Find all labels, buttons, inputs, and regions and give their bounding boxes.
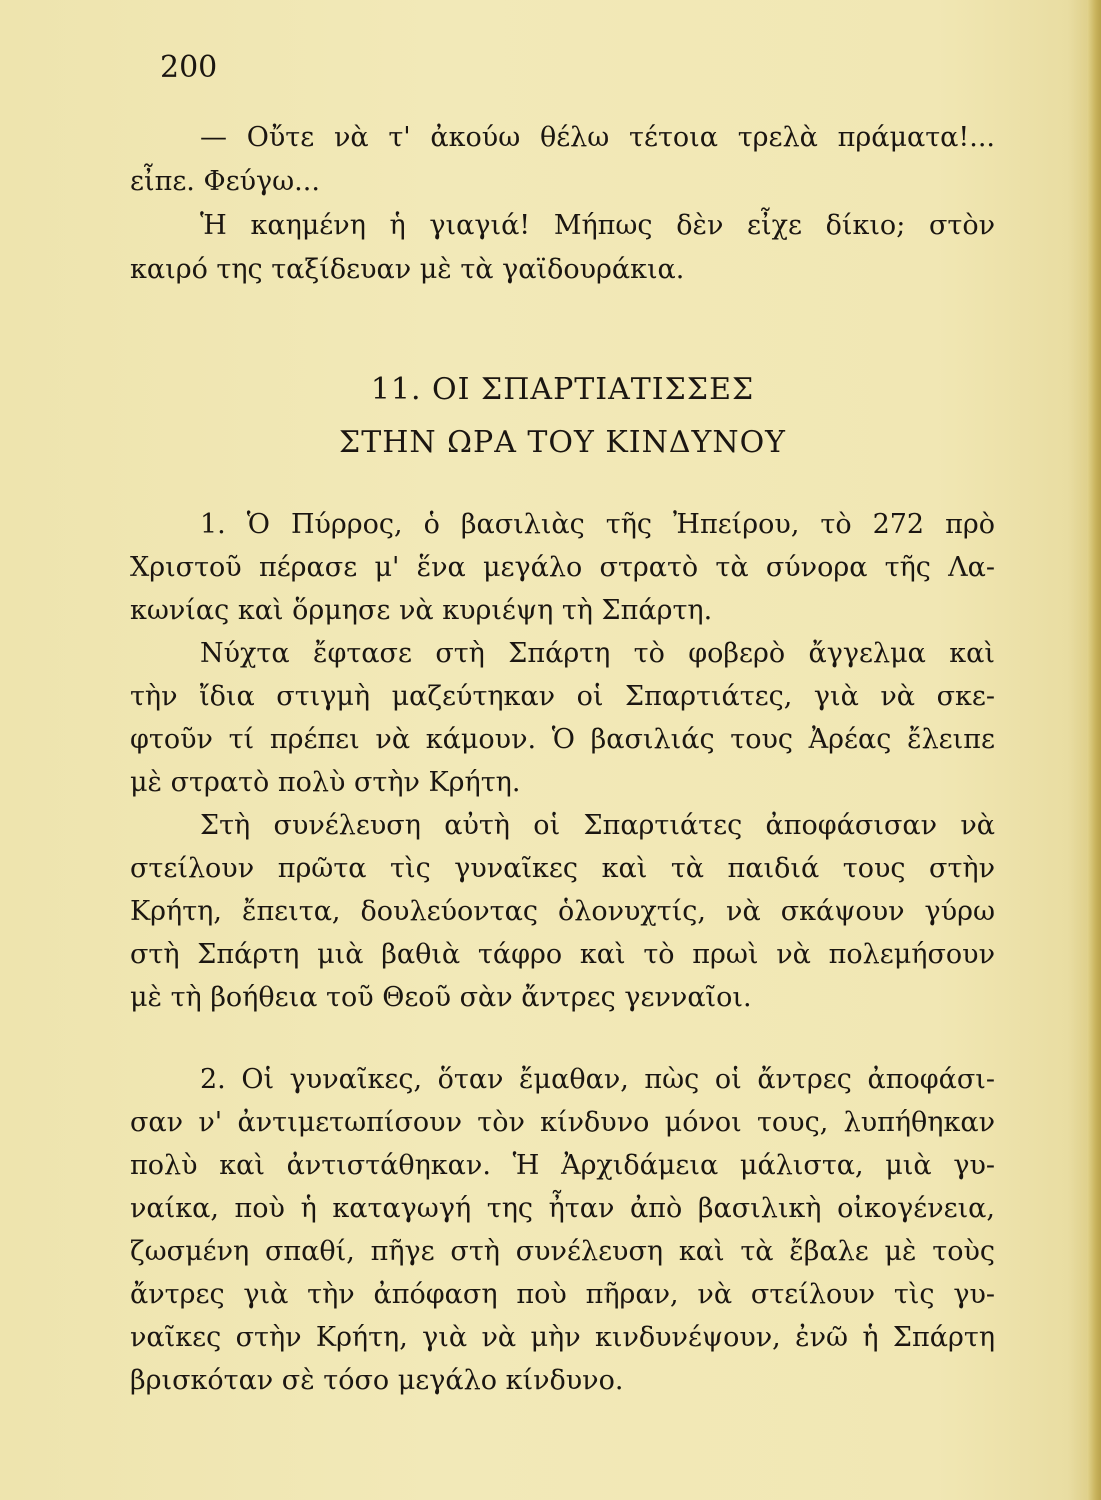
text-line: 2. Οἱ γυναῖκες, ὅταν ἔμαθαν, πὼς οἱ ἄντρες ἀποφάσι- <box>200 1064 995 1095</box>
text-line: μὲ τὴ βοήθεια τοῦ Θεοῦ σὰν ἄντρες γενναῖοι. <box>130 982 752 1013</box>
text-line: στὴ Σπάρτη μιὰ βαθιὰ τάφρο καὶ τὸ πρωὶ νὰ πολεμήσουν <box>130 939 995 970</box>
text-line: Στὴ συνέλευση αὐτὴ οἱ Σπαρτιάτες ἀποφάσισαν νὰ <box>200 810 995 841</box>
text-line: βρισκόταν σὲ τόσο μεγάλο κίνδυνο. <box>130 1365 624 1396</box>
text-line: Ἡ καημένη ἡ γιαγιά! Μήπως δὲν εἶχε δίκιο; στὸν <box>200 210 995 241</box>
text-line: εἶπε. Φεύγω... <box>130 166 320 197</box>
text-line: πολὺ καὶ ἀντιστάθηκαν. Ἡ Ἀρχιδάμεια μάλιστα, μιὰ γυ- <box>130 1150 995 1181</box>
text-line: ναίκα, ποὺ ἡ καταγωγή της ἦταν ἀπὸ βασιλικὴ οἰκογένεια, <box>130 1193 995 1224</box>
text-line: τὴν ἴδια στιγμὴ μαζεύτηκαν οἱ Σπαρτιάτες, γιὰ νὰ σκε- <box>130 681 995 712</box>
text-line: Κρήτη, ἔπειτα, δουλεύοντας ὁλονυχτίς, νὰ σκάψουν γύρω <box>130 896 995 927</box>
chapter-heading-line1: 11. ΟΙ ΣΠΑΡΤΙΑΤΙΣΣΕΣ <box>370 372 755 407</box>
text-line: στείλουν πρῶτα τὶς γυναῖκες καὶ τὰ παιδιά τους στὴν <box>130 853 995 884</box>
text-line: μὲ στρατὸ πολὺ στὴν Κρήτη. <box>130 767 521 798</box>
text-line: καιρό της ταξίδευαν μὲ τὰ γαϊδουράκια. <box>130 254 685 285</box>
text-line: ἄντρες γιὰ τὴν ἀπόφαση ποὺ πῆραν, νὰ στείλουν τὶς γυ- <box>130 1279 995 1310</box>
text-line: σαν ν' ἀντιμετωπίσουν τὸν κίνδυνο μόνοι τους, λυπήθηκαν <box>130 1107 995 1138</box>
text-line: ζωσμένη σπαθί, πῆγε στὴ συνέλευση καὶ τὰ ἔβαλε μὲ τοὺς <box>130 1236 995 1267</box>
text-line: κωνίας καὶ ὅρμησε νὰ κυριέψη τὴ Σπάρτη. <box>130 595 713 626</box>
chapter-heading-line2: ΣΤΗΝ ΩΡΑ ΤΟΥ ΚΙΝΔΥΝΟΥ <box>338 425 786 460</box>
text-line: ναῖκες στὴν Κρήτη, γιὰ νὰ μὴν κινδυνέψουν, ἐνῶ ἡ Σπάρτη <box>130 1322 995 1353</box>
page-number: 200 <box>160 50 218 85</box>
page-edge <box>1087 0 1101 1500</box>
text-line: — Οὔτε νὰ τ' ἀκούω θέλω τέτοια τρελὰ πράματα!... <box>200 122 995 153</box>
text-line: 1. Ὁ Πύρρος, ὁ βασιλιὰς τῆς Ἠπείρου, τὸ 272 πρὸ <box>200 509 995 540</box>
text-line: Νύχτα ἔφτασε στὴ Σπάρτη τὸ φοβερὸ ἄγγελμα καὶ <box>200 638 995 669</box>
text-line: Χριστοῦ πέρασε μ' ἕνα μεγάλο στρατὸ τὰ σύνορα τῆς Λα- <box>130 552 995 583</box>
text-line: φτοῦν τί πρέπει νὰ κάμουν. Ὁ βασιλιάς τους Ἀρέας ἔλειπε <box>130 724 995 755</box>
